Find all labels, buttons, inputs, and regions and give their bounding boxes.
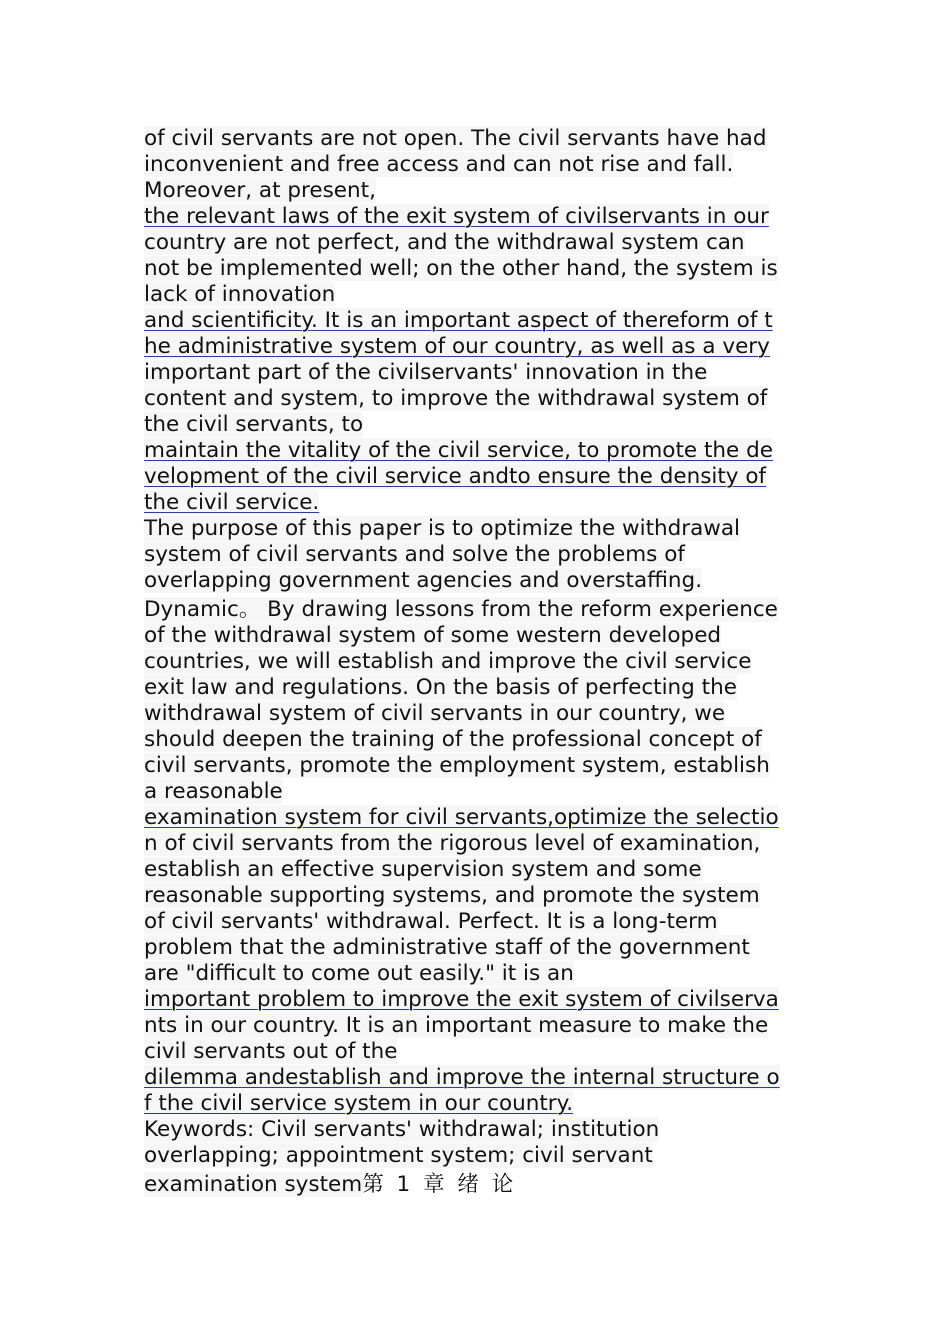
text-line: a reasonable (144, 779, 283, 804)
text-line: of civil servants' withdrawal. Perfect. It is a long-term (144, 909, 718, 934)
text-line: problem that the administrative staff of the government (144, 935, 750, 960)
text-line: content and system, to improve the withdrawal system of (144, 386, 768, 411)
text-line: countries, we will establish and improve the civil service (144, 649, 752, 674)
text-line: nts in our country. It is an important measure to make the (144, 1013, 769, 1038)
keywords-line: examination system第 1 章 绪 论 (144, 1172, 517, 1197)
keywords-line: overlapping; appointment system; civil servant (144, 1143, 653, 1168)
text-line: maintain the vitality of the civil service, to promote the de (144, 438, 773, 463)
abstract-text (144, 126, 812, 1198)
text-line: important part of the civilservants' innovation in the (144, 360, 708, 385)
text-line: of civil servants are not open. The civil servants have had (144, 126, 767, 151)
text-line: reasonable supporting systems, and promote the system (144, 883, 760, 908)
text-line: should deepen the training of the professional concept of (144, 727, 762, 752)
text-line: and scientificity. It is an important aspect of thereform of t (144, 308, 773, 333)
text-line: civil servants out of the (144, 1039, 398, 1064)
text-line: The purpose of this paper is to optimize the withdrawal (144, 516, 741, 541)
text-line: of the withdrawal system of some western developed (144, 623, 722, 648)
text-line: Dynamic。 By drawing lessons from the reform experience (144, 597, 778, 622)
text-line: he administrative system of our country, as well as a very (144, 334, 770, 359)
text-line: are "difficult to come out easily." it is an (144, 961, 574, 986)
text-line: f the civil service system in our country. (144, 1091, 574, 1116)
text-line: examination system for civil servants,optimize the selectio (144, 805, 779, 830)
text-line: velopment of the civil service andto ensure the density of (144, 464, 767, 489)
text-line: important problem to improve the exit system of civilserva (144, 987, 779, 1012)
text-line: dilemma andestablish and improve the internal structure o (144, 1065, 780, 1090)
chapter-heading: 第 1 章 绪 论 (362, 1172, 517, 1197)
text-line: country are not perfect, and the withdrawal system can (144, 230, 745, 255)
text-line: the relevant laws of the exit system of civilservants in our (144, 204, 769, 229)
text-line: overlapping government agencies and overstaffing. (144, 568, 703, 593)
text-line: the civil servants, to (144, 412, 364, 437)
text-line: lack of innovation (144, 282, 336, 307)
keywords-line: Keywords: Civil servants' withdrawal; institution (144, 1117, 660, 1142)
text-line: civil servants, promote the employment system, establish (144, 753, 770, 778)
text-line: n of civil servants from the rigorous level of examination, (144, 831, 761, 856)
text-line: Moreover, at present, (144, 178, 376, 203)
text-line: system of civil servants and solve the problems of (144, 542, 685, 567)
text-line: exit law and regulations. On the basis of perfecting the (144, 675, 737, 700)
text-line: the civil service. (144, 490, 320, 515)
text-line: establish an effective supervision system and some (144, 857, 702, 882)
text-line: inconvenient and free access and can not rise and fall. (144, 152, 734, 177)
text-line: withdrawal system of civil servants in our country, we (144, 701, 726, 726)
text-line: not be implemented well; on the other hand, the system is (144, 256, 778, 281)
